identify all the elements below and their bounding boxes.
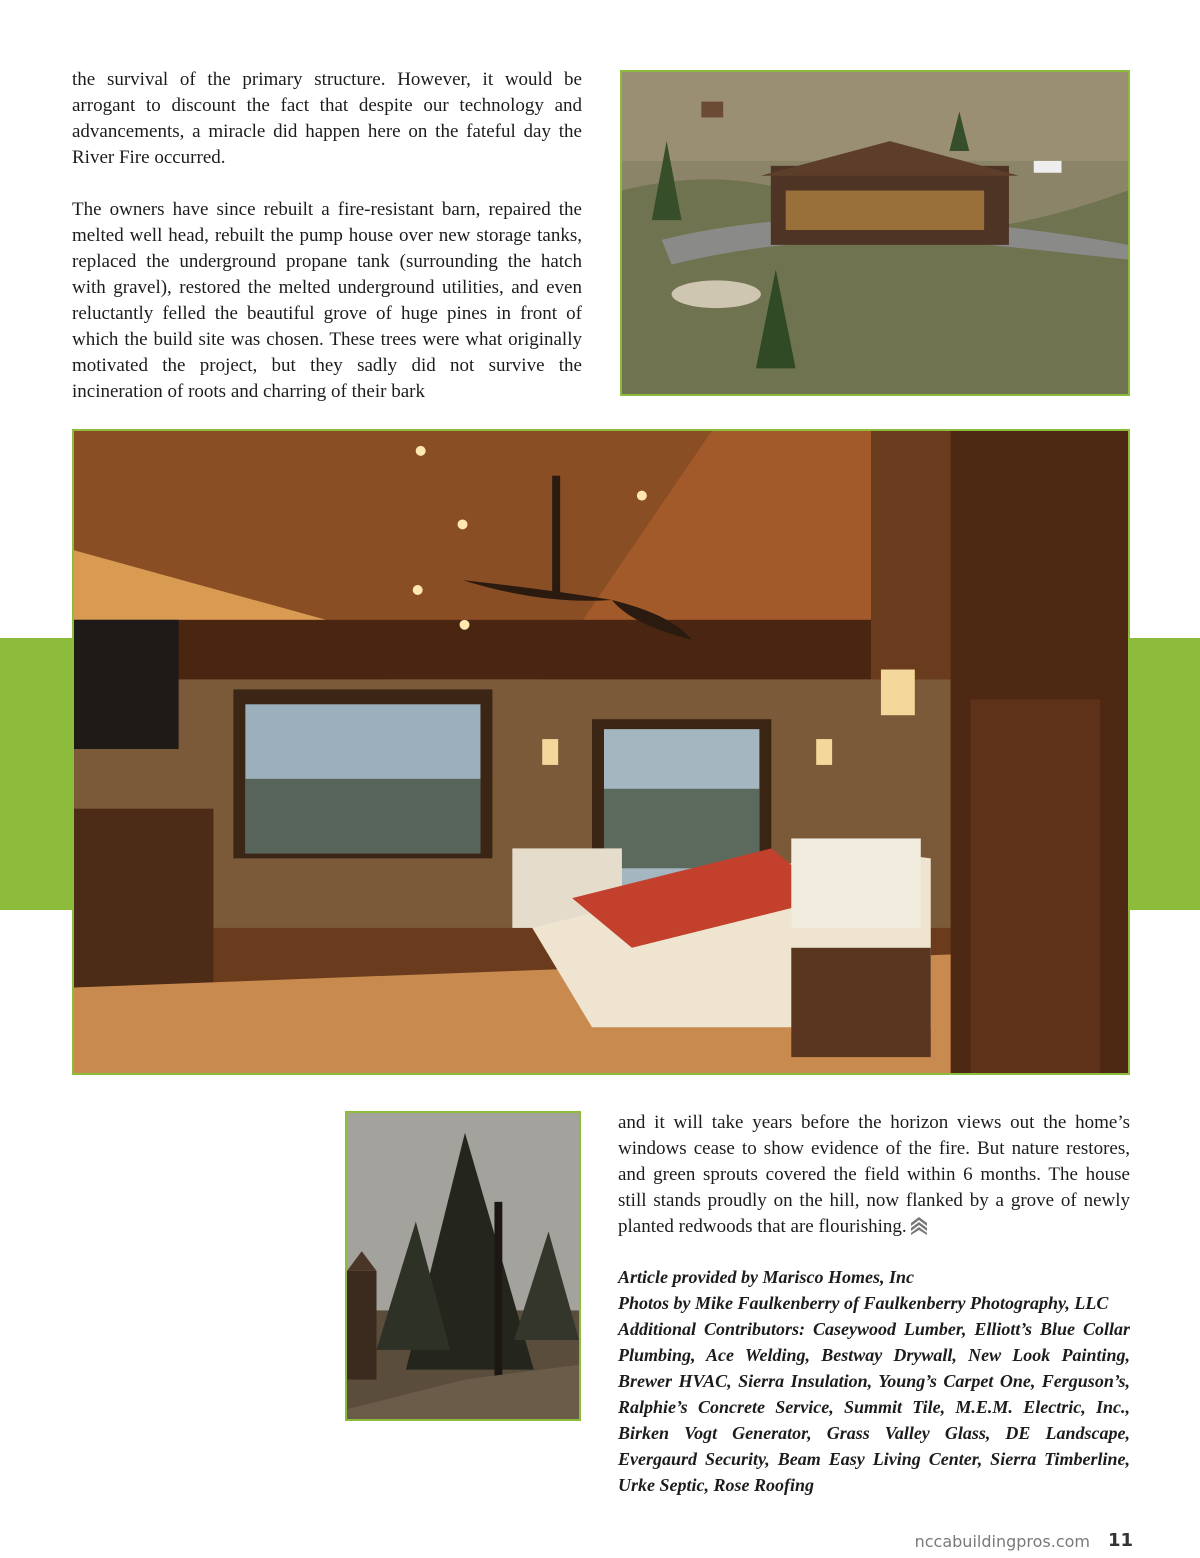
photo-credits — [618, 1264, 1130, 1498]
article-top-column — [72, 67, 582, 431]
green-accent-band-right — [1128, 638, 1200, 910]
aerial-house-photo — [620, 70, 1130, 396]
credit-photos: Photos by Mike Faulkenberry of Faulkenberry Photography, LLC — [618, 1293, 1109, 1313]
article-paragraph-1: the survival of the primary structure. However, it would be arrogant to discount the fact that despite our technology and advancements, a miracle did happen here on the fateful day the River Fire occurred. — [72, 69, 582, 168]
footer-website-url: nccabuildingpros.com — [914, 1532, 1090, 1551]
article-bottom-column — [618, 1110, 1130, 1266]
master-bedroom-photo — [72, 429, 1130, 1075]
green-accent-band-left — [0, 638, 72, 910]
roof-chevron-icon — [911, 1217, 927, 1235]
article-paragraph-3-text: and it will take years before the horizon views out the home’s windows cease to show evidence of the fire. But nature restores, and green sprouts covered the field within 6 months. The house still stands proudly on the hill, now flanked by a grove of newly planted redwoods that are flourishing. — [618, 1112, 1130, 1237]
credit-contributors: Additional Contributors: Caseywood Lumber, Elliott’s Blue Collar Plumbing, Ace Welding, Bestway Drywall, New Look Painting, Brewer HVAC, Sierra Insulation, Young’s Carpet One, Ferguson’s, Ralphie’s Concrete Service, Summit Tile, M.E.M. Electric, Inc., Birken Vogt Generator, Grass Valley Glass, DE Landscape, Evergaurd Security, Beam Easy Living Center, Sierra Timberline, Urke Septic, Rose Roofing — [618, 1319, 1130, 1495]
burned-pine-trees-photo — [345, 1111, 581, 1421]
article-paragraph-2: The owners have since rebuilt a fire-resistant barn, repaired the melted well head, rebuilt the pump house over new storage tanks, replaced the underground propane tank (surrounding the hatch with gravel), restored the melted underground utilities, and even reluctantly felled the beautiful grove of huge pines in front of which the build site was chosen. These trees were what originally motivated the project, but they sadly did not survive the incineration of roots and charring of their bark — [72, 199, 582, 402]
page-number: 11 — [1108, 1530, 1134, 1551]
credit-article: Article provided by Marisco Homes, Inc — [618, 1267, 914, 1287]
article-paragraph-3 — [618, 1110, 1130, 1240]
